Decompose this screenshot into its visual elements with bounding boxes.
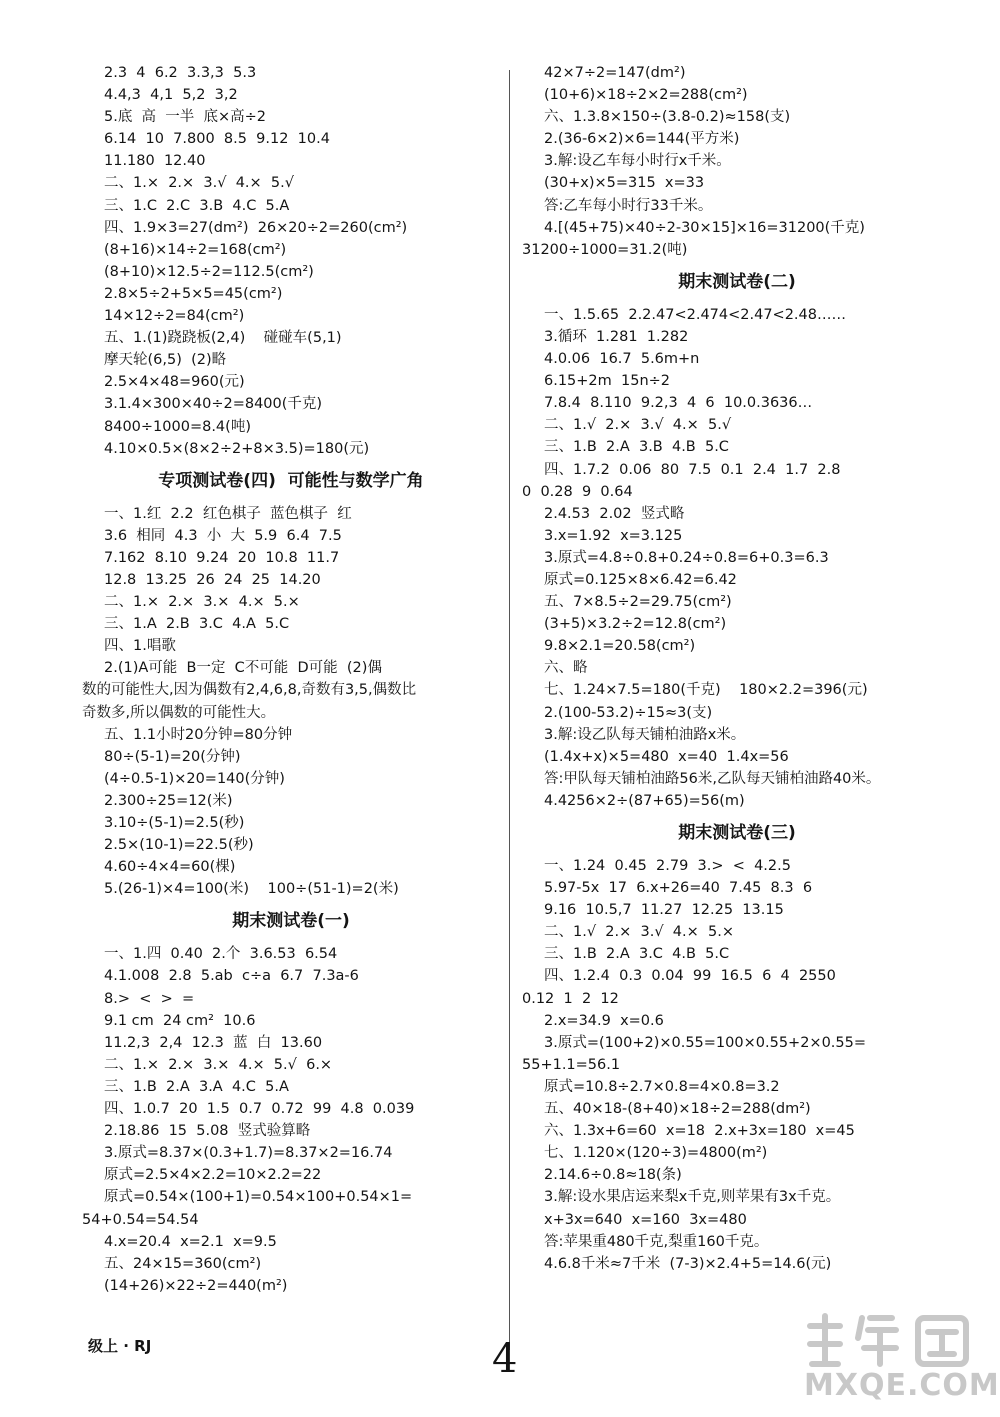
- right-answer-line: 五、7×8.5÷2=29.75(cm²): [544, 594, 732, 611]
- left-answer-line: (8+16)×14÷2=168(cm²): [104, 241, 287, 258]
- left-answer-line: 14×12÷2=84(cm²): [104, 308, 245, 325]
- right-answer-line: 2.(100-53.2)÷15≈3(支): [544, 704, 713, 721]
- left-answer-line: 4.10×0.5×(8×2÷2+8×3.5)=180(元): [104, 440, 370, 457]
- right-answer-line: 31200÷1000=31.2(吨): [522, 241, 688, 258]
- right-answer-line: 二、1.√ 2.× 3.√ 4.× 5.√: [544, 417, 732, 434]
- left-answer-line: (8+10)×12.5÷2=112.5(cm²): [104, 263, 314, 280]
- right-answer-line: 0.12 1 2 12: [522, 990, 619, 1007]
- left-answer-line: 5.底 高 一半 底×高÷2: [104, 109, 267, 126]
- right-answer-line: 一、1.24 0.45 2.79 3.> < 4.2.5: [544, 858, 791, 874]
- right-answer-line: 4.[(45+75)×40÷2-30×15]×16=31200(千克): [544, 219, 865, 236]
- left-answer-line: 3.原式=8.37×(0.3+1.7)=8.37×2=16.74: [104, 1145, 393, 1162]
- right-answer-line: (3+5)×3.2÷2=12.8(cm²): [544, 616, 727, 633]
- right-answer-line: 3.循环 1.281 1.282: [544, 328, 689, 345]
- right-answer-line: 三、1.B 2.A 3.C 4.B 5.C: [544, 946, 730, 963]
- left-section-heading: 专项测试卷(四) 可能性与数学广角: [158, 470, 424, 491]
- left-answer-line: (4÷0.5-1)×20=140(分钟): [104, 770, 285, 787]
- right-answer-line: 3.解:设乙车每小时行x千米。: [544, 153, 731, 170]
- left-answer-line: 6.14 10 7.800 8.5 9.12 10.4: [104, 131, 330, 148]
- right-answer-line: 一、1.5.65 2.2.47<2.474<2.47<2.48……: [544, 306, 846, 323]
- left-answer-line: 3.1.4×300×40÷2=8400(千克): [104, 396, 323, 413]
- watermark-url: MXQE.COM: [804, 1368, 1000, 1403]
- left-answer-line: 3.10÷(5-1)=2.5(秒): [104, 815, 245, 831]
- right-column: [522, 62, 952, 1275]
- left-answer-line: 2.5×(10-1)=22.5(秒): [104, 837, 254, 854]
- left-answer-line: 二、1.× 2.× 3.× 4.× 5.√ 6.×: [104, 1056, 333, 1073]
- right-answer-line: 3.原式=(100+2)×0.55=100×0.55+2×0.55=: [544, 1034, 867, 1051]
- grade-edition-label: 级上 · RJ: [88, 1337, 152, 1355]
- right-answer-line: 四、1.7.2 0.06 80 7.5 0.1 2.4 1.7 2.8: [544, 461, 841, 478]
- right-answer-line: 五、40×18-(8+40)×18÷2=288(dm²): [544, 1101, 811, 1118]
- right-answer-line: 4.0.06 16.7 5.6m+n: [544, 351, 700, 368]
- right-answer-line: 3.x=1.92 x=3.125: [544, 527, 683, 544]
- left-answer-line: 11.180 12.40: [104, 153, 206, 170]
- watermark-logo-icon: [800, 1308, 978, 1372]
- right-answer-line: 六、1.3x+6=60 x=18 2.x+3x=180 x=45: [544, 1123, 855, 1140]
- left-answer-line: (14+26)×22÷2=440(m²): [104, 1277, 288, 1294]
- right-answer-line: 原式=10.8÷2.7×0.8=4×0.8=3.2: [544, 1078, 780, 1095]
- right-answer-line: x+3x=640 x=160 3x=480: [544, 1211, 747, 1228]
- left-answer-line: 2.3 4 6.2 3.3,3 5.3: [104, 65, 257, 81]
- right-answer-line: 3.解:设乙队每天铺柏油路x米。: [544, 726, 746, 743]
- right-answer-line: 三、1.B 2.A 3.B 4.B 5.C: [544, 439, 729, 456]
- left-answer-line: 11.2,3 2,4 12.3 蓝 白 13.60: [104, 1034, 323, 1051]
- left-section-heading: 期末测试卷(一): [232, 911, 350, 932]
- right-answer-line: 六、略: [544, 660, 588, 677]
- left-answer-line: 奇数多,所以偶数的可能性大。: [82, 704, 276, 721]
- right-answer-line: 5.97-5x 17 6.x+26=40 7.45 8.3 6: [544, 880, 813, 897]
- right-answer-line: 55+1.1=56.1: [522, 1056, 621, 1073]
- right-answer-line: 七、1.24×7.5=180(千克) 180×2.2=396(元): [544, 682, 868, 699]
- right-answer-line: 二、1.√ 2.× 3.√ 4.× 5.×: [544, 924, 734, 941]
- left-answer-line: 四、1.9×3=27(dm²) 26×20÷2=260(cm²): [104, 219, 408, 236]
- right-answer-line: (30+x)×5=315 x=33: [544, 175, 705, 192]
- left-answer-line: 二、1.× 2.× 3.√ 4.× 5.√: [104, 175, 294, 192]
- right-answer-line: 答:甲队每天铺柏油路56米,乙队每天铺柏油路40米。: [544, 770, 881, 787]
- right-answer-line: 4.4256×2÷(87+65)=56(m): [544, 792, 745, 809]
- left-answer-line: 原式=2.5×4×2.2=10×2.2=22: [104, 1167, 322, 1184]
- left-answer-line: 4.4,3 4,1 5,2 3,2: [104, 87, 238, 104]
- right-section-heading: 期末测试卷(二): [678, 271, 796, 292]
- left-column: [82, 62, 500, 1297]
- right-answer-line: 2.x=34.9 x=0.6: [544, 1012, 664, 1029]
- right-answer-line: 3.原式=4.8÷0.8+0.24÷0.8=6+0.3=6.3: [544, 549, 829, 566]
- right-answer-line: 七、1.120×(120÷3)=4800(m²): [544, 1145, 768, 1162]
- left-answer-line: 80÷(5-1)=20(分钟): [104, 748, 241, 765]
- left-answer-line: 原式=0.54×(100+1)=0.54×100+0.54×1=: [104, 1189, 413, 1206]
- left-answer-line: 三、1.B 2.A 3.A 4.C 5.A: [104, 1078, 289, 1095]
- right-answer-line: 9.8×2.1=20.58(cm²): [544, 638, 696, 655]
- left-answer-line: 二、1.× 2.× 3.× 4.× 5.×: [104, 594, 300, 611]
- left-answer-line: 9.1 cm 24 cm² 10.6: [104, 1012, 256, 1029]
- right-answer-line: 六、1.3.8×150÷(3.8-0.2)≈158(支): [544, 109, 791, 126]
- site-watermark: [800, 1308, 1000, 1408]
- left-answer-line: 12.8 13.25 26 24 25 14.20: [104, 571, 321, 588]
- left-answer-line: 三、1.A 2.B 3.C 4.A 5.C: [104, 616, 290, 633]
- left-answer-line: 数的可能性大,因为偶数有2,4,6,8,奇数有3,5,偶数比: [82, 682, 417, 699]
- left-answer-line: 54+0.54=54.54: [82, 1211, 199, 1228]
- left-answer-line: 4.1.008 2.8 5.ab c÷a 6.7 7.3a-6: [104, 968, 359, 985]
- left-answer-line: 2.8×5÷2+5×5=45(cm²): [104, 285, 283, 302]
- right-answer-line: 2.(36-6×2)×6=144(平方米): [544, 131, 740, 148]
- left-answer-line: 3.6 相同 4.3 小 大 5.9 6.4 7.5: [104, 527, 342, 544]
- left-answer-line: 7.162 8.10 9.24 20 10.8 11.7: [104, 549, 340, 566]
- column-divider: [509, 70, 510, 1350]
- left-answer-line: 一、1.四 0.40 2.个 3.6.53 6.54: [104, 946, 338, 963]
- right-answer-line: 2.4.53 2.02 竖式略: [544, 505, 685, 522]
- right-answer-line: 2.14.6÷0.8≈18(条): [544, 1167, 682, 1184]
- right-answer-line: 原式=0.125×8×6.42=6.42: [544, 571, 737, 588]
- right-answer-line: 9.16 10.5,7 11.27 12.25 13.15: [544, 902, 784, 919]
- left-answer-line: 摩天轮(6,5) (2)略: [104, 352, 227, 369]
- left-answer-line: 四、1.唱歌: [104, 638, 176, 655]
- left-answer-line: 2.300÷25=12(米): [104, 792, 233, 809]
- left-answer-line: 2.5×4×48=960(元): [104, 374, 245, 391]
- left-answer-line: 五、1.1小时20分钟=80分钟: [104, 726, 293, 743]
- right-section-heading: 期末测试卷(三): [678, 823, 796, 843]
- left-answer-line: 四、1.0.7 20 1.5 0.7 0.72 99 4.8 0.039: [104, 1101, 415, 1118]
- left-answer-line: 一、1.红 2.2 红色棋子 蓝色棋子 红: [104, 505, 352, 522]
- right-answer-line: (1.4x+x)×5=480 x=40 1.4x=56: [544, 748, 789, 765]
- right-answer-line: 0 0.28 9 0.64: [522, 483, 633, 500]
- right-answer-line: 42×7÷2=147(dm²): [544, 65, 686, 81]
- right-answer-line: 3.解:设水果店运来梨x千克,则苹果有3x千克。: [544, 1189, 841, 1206]
- right-answer-line: 7.8.4 8.110 9.2,3 4 6 10.0.3636…: [544, 395, 813, 412]
- page-number: 4: [492, 1336, 518, 1382]
- left-answer-line: 4.x=20.4 x=2.1 x=9.5: [104, 1233, 277, 1250]
- left-answer-line: 2.(1)A可能 B一定 C不可能 D可能 (2)偶: [104, 660, 382, 677]
- left-answer-line: 三、1.C 2.C 3.B 4.C 5.A: [104, 197, 290, 214]
- left-answer-line: 8.> < > =: [104, 990, 195, 1007]
- right-answer-line: (10+6)×18÷2×2=288(cm²): [544, 87, 748, 104]
- right-answer-line: 6.15+2m 15n÷2: [544, 373, 671, 390]
- right-answer-line: 答:乙车每小时行33千米。: [544, 197, 713, 214]
- left-answer-line: 5.(26-1)×4=100(米) 100÷(51-1)=2(米): [104, 881, 399, 898]
- left-answer-line: 五、1.(1)跷跷板(2,4) 碰碰车(5,1): [104, 330, 342, 347]
- left-answer-line: 五、24×15=360(cm²): [104, 1255, 262, 1272]
- right-answer-line: 答:苹果重480千克,梨重160千克。: [544, 1233, 769, 1250]
- left-answer-line: 2.18.86 15 5.08 竖式验算略: [104, 1123, 311, 1140]
- left-answer-line: 4.60÷4×4=60(棵): [104, 859, 236, 876]
- left-answer-line: 8400÷1000=8.4(吨): [104, 418, 251, 435]
- right-answer-line: 4.6.8千米≈7千米 (7-3)×2.4+5=14.6(元): [544, 1255, 832, 1272]
- right-answer-line: 四、1.2.4 0.3 0.04 99 16.5 6 4 2550: [544, 968, 836, 985]
